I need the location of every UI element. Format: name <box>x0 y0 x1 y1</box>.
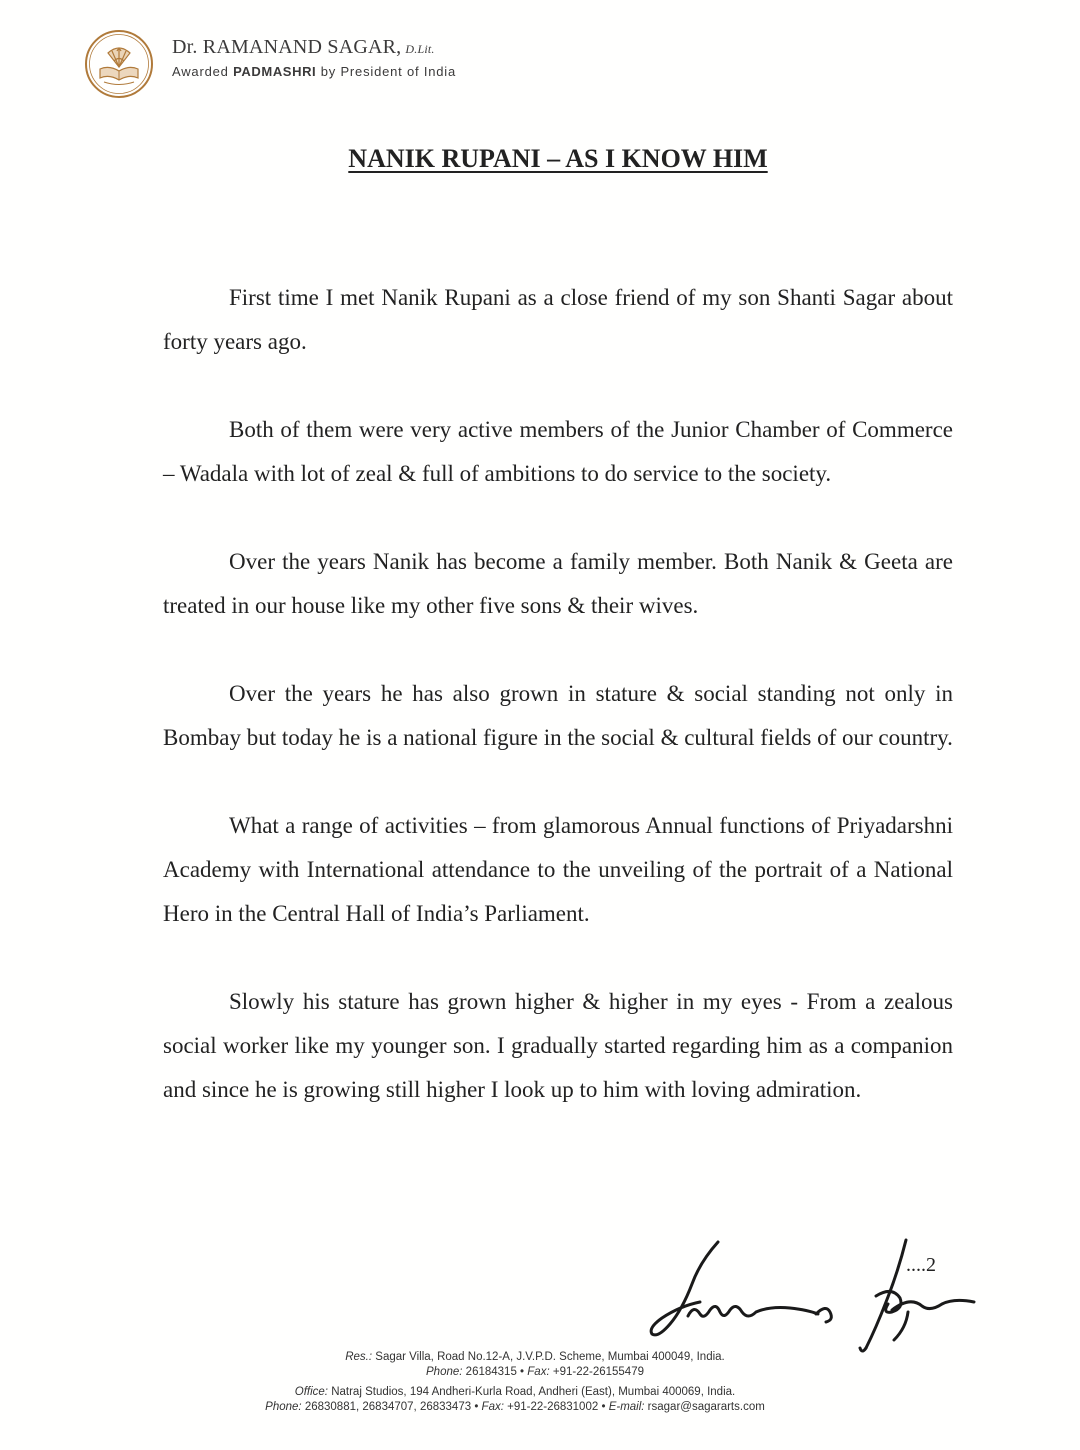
res-phone: 26184315 <box>465 1365 517 1378</box>
emblem-logo-icon <box>84 29 154 99</box>
letterhead-degree: D.Lit. <box>405 42 435 56</box>
award-suffix: by President of India <box>320 64 457 79</box>
res-address: Sagar Villa, Road No.12-A, J.V.P.D. Scheme, Mumbai 400049, India. <box>375 1351 725 1363</box>
page-title-text: NANIK RUPANI – AS I KNOW HIM <box>348 144 768 173</box>
award-bold: PADMASHRI <box>233 64 317 79</box>
paragraph-2: Both of them were very active members of the Junior Chamber of Commerce – Wadala with lot of zeal & full of ambitions to do service to the society. <box>163 417 953 486</box>
letterhead-name <box>172 36 435 59</box>
email-label: E-mail: <box>608 1400 645 1413</box>
handwritten-signature-icon <box>630 1232 990 1362</box>
award-prefix: Awarded <box>172 64 229 79</box>
footer-office <box>0 1385 1055 1414</box>
footer-res-line-2 <box>0 1365 1075 1380</box>
paragraph-4: Over the years he has also grown in stature & social standing not only in Bombay but today he is a national figure in the social & cultural fields of our country. <box>163 681 953 750</box>
bullet-separator: • <box>474 1400 479 1413</box>
paragraph-6: Slowly his stature has grown higher & higher in my eyes - From a zealous social worker like my younger son. I gradually started regarding him as a companion and since he is growing still higher I look up to him with loving admiration. <box>163 989 953 1102</box>
res-phone-label: Phone: <box>426 1365 463 1378</box>
bullet-separator: • <box>601 1400 606 1413</box>
letter-body <box>163 276 953 1156</box>
office-phone-label: Phone: <box>265 1400 302 1413</box>
res-fax: +91-22-26155479 <box>552 1365 644 1378</box>
footer-res-line-1 <box>0 1350 1075 1365</box>
paragraph-1: First time I met Nanik Rupani as a close friend of my son Shanti Sagar about forty years ago. <box>163 285 953 354</box>
office-phone: 26830881, 26834707, 26833473 <box>304 1400 472 1413</box>
footer-office-line-2 <box>0 1400 1055 1415</box>
footer-residence <box>0 1350 1075 1379</box>
page-marker: ....2 <box>906 1254 936 1276</box>
bullet-separator: • <box>520 1365 525 1378</box>
res-fax-label: Fax: <box>527 1365 550 1378</box>
letterhead-award <box>172 64 456 79</box>
office-address: Natraj Studios, 194 Andheri-Kurla Road, Andheri (East), Mumbai 400069, India. <box>331 1386 736 1398</box>
email-link[interactable]: rsagar@sagararts.com <box>647 1400 765 1413</box>
office-fax: +91-22-26831002 <box>507 1400 599 1413</box>
page-title <box>0 144 1080 174</box>
paragraph-3: Over the years Nanik has become a family member. Both Nanik & Geeta are treated in our house like my other five sons & their wives. <box>163 549 953 618</box>
office-label: Office: <box>294 1386 328 1398</box>
footer-office-line-1 <box>0 1385 1055 1400</box>
office-fax-label: Fax: <box>481 1400 504 1413</box>
letterhead-name-text: Dr. RAMANAND SAGAR, <box>172 36 402 58</box>
paragraph-5: What a range of activities – from glamorous Annual functions of Priyadarshni Academy with International attendance to the unveiling of the portrait of a National Hero in the Central Hall of India’s Parliament. <box>163 813 953 926</box>
res-label: Res.: <box>345 1351 373 1363</box>
